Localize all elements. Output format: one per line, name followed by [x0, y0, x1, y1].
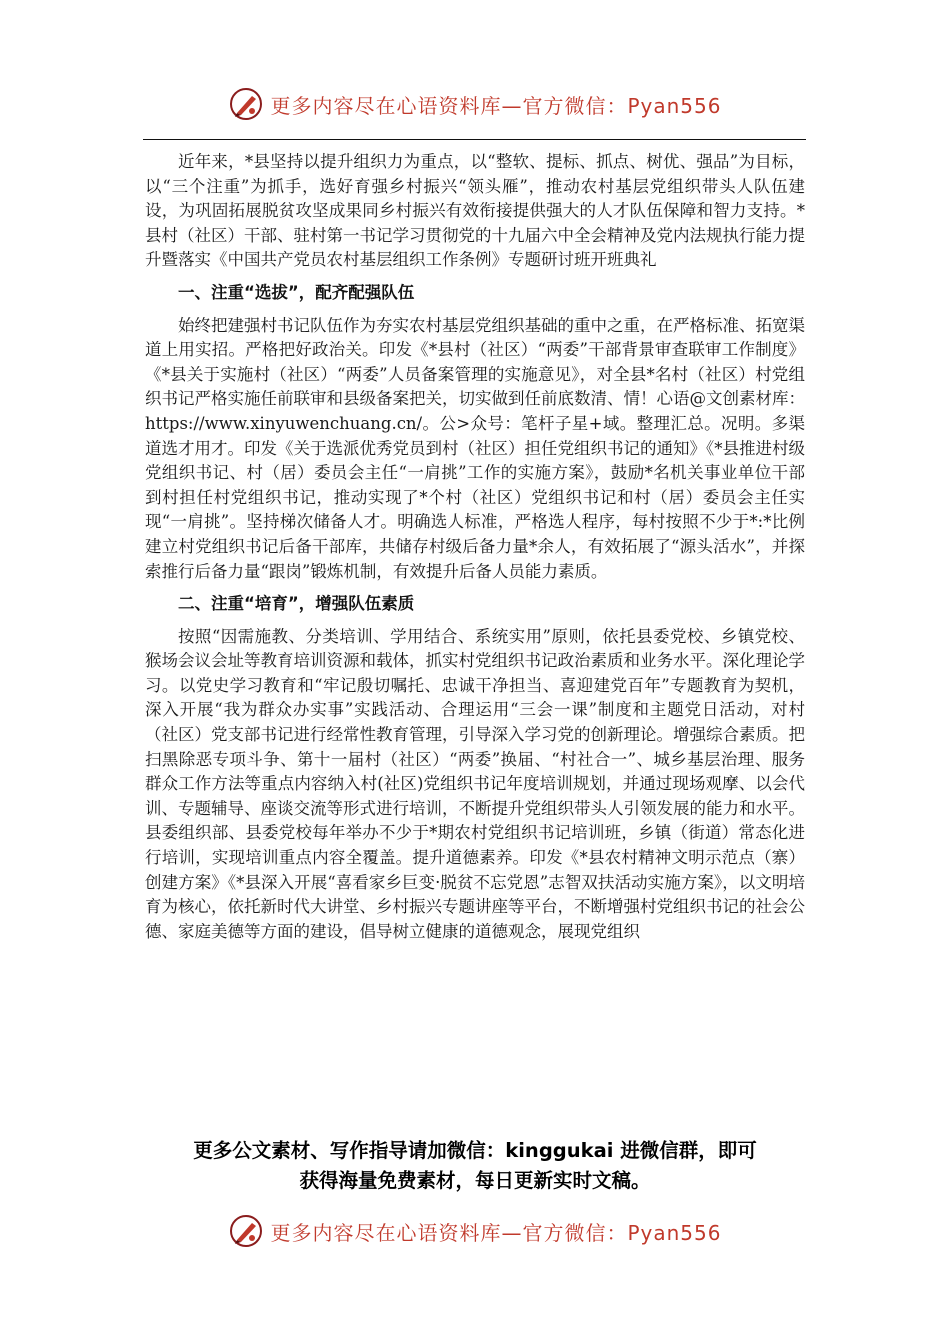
- promo-line-2: 获得海量免费素材，每日更新实时文稿。: [299, 1169, 651, 1192]
- document-body: [145, 150, 805, 944]
- header-banner: [0, 79, 950, 129]
- section1-paragraph: 始终把建强村书记队伍作为夯实农村基层党组织基础的重中之重，在严格标准、拓宽渠道上用实招。严格把好政治关。印发《*县村（社区）“两委”干部背景审查联审工作制度》《*县关于实施村（社区）“两委”人员备案管理的实施意见》，对全县*名村（社区）村党组织书记严格实施任前联审和县级备案把关，切实做到任前底数清、情！心语@文创素材库：https://www.xinyuwenchuang.cn/。公>众号：笔杆子星+域。整理汇总。况明。多渠道选才用才。印发《关于选派优秀党员到村（社区）担任党组织书记的通知》《*县推进村级党组织书记、村（居）委员会主任“一肩挑”工作的实施方案》，鼓励*名机关事业单位干部到村担任村党组织书记，推动实现了*个村（社区）党组织书记和村（居）委员会主任实现“一肩挑”。坚持梯次储备人才。明确选人标准，严格选人程序，每村按照不少于*:*比例建立村党组织书记后备干部库，共储存村级后备力量*余人，有效拓展了“源头活水”，并探索推行后备力量“跟岗”锻炼机制，有效提升后备人员能力素质。: [145, 315, 805, 581]
- pen-logo-icon: [228, 1213, 264, 1249]
- section1-heading: 一、注重“选拔”，配齐配强队伍: [178, 282, 415, 302]
- footer-banner-text: 更多内容尽在心语资料库—官方微信：Pyan556: [270, 1220, 722, 1245]
- pen-logo-icon: [228, 86, 264, 122]
- footer-banner: [0, 1206, 950, 1256]
- intro-paragraph: 近年来，*县坚持以提升组织力为重点，以“整软、提标、抓点、树优、强品”为目标，以“三个注重”为抓手，选好育强乡村振兴“领头雁”，推动农村基层党组织带头人队伍建设，为巩固拓展脱贫攻坚成果同乡村振兴有效衔接提供强大的人才队伍保障和智力支持。*县村（社区）干部、驻村第一书记学习贯彻党的十九届六中全会精神及党内法规执行能力提升暨落实《中国共产党员农村基层组织工作条例》专题研讨班开班典礼: [145, 152, 805, 270]
- section2-paragraph: 按照“因需施教、分类培训、学用结合、系统实用”原则，依托县委党校、乡镇党校、猴场会议会址等教育培训资源和载体，抓实村党组织书记政治素质和业务水平。深化理论学习。以党史学习教育和“牢记殷切嘱托、忠诚干净担当、喜迎建党百年”专题教育为契机，深入开展“我为群众办实事”实践活动、合理运用“三会一课”制度和主题党日活动，对村（社区）党支部书记进行经常性教育管理，引导深入学习党的创新理论。增强综合素质。把扫黑除恶专项斗争、第十一届村（社区）“两委”换届、“村社合一”、城乡基层治理、服务群众工作方法等重点内容纳入村(社区)党组织书记年度培训规划，并通过现场观摩、以会代训、专题辅导、座谈交流等形式进行培训，不断提升党组织带头人引领发展的能力和水平。县委组织部、县委党校每年举办不少于*期农村党组织书记培训班，乡镇（街道）常态化进行培训，实现培训重点内容全覆盖。提升道德素养。印发《*县农村精神文明示范点（寨）创建方案》《*县深入开展“喜看家乡巨变·脱贫不忘党恩”志智双扶活动实施方案》，以文明培育为核心，依托新时代大讲堂、乡村振兴专题讲座等平台，不断增强村党组织书记的社会公德、家庭美德等方面的建设，倡导树立健康的道德观念，展现党组织: [145, 626, 805, 941]
- header-divider: [143, 139, 806, 140]
- promo-line-1: 更多公文素材、写作指导请加微信：kinggukai 进微信群，即可: [193, 1139, 757, 1162]
- promo-notice: [100, 1136, 850, 1196]
- header-banner-text: 更多内容尽在心语资料库—官方微信：Pyan556: [270, 93, 722, 118]
- section2-heading: 二、注重“培育”，增强队伍素质: [178, 594, 415, 614]
